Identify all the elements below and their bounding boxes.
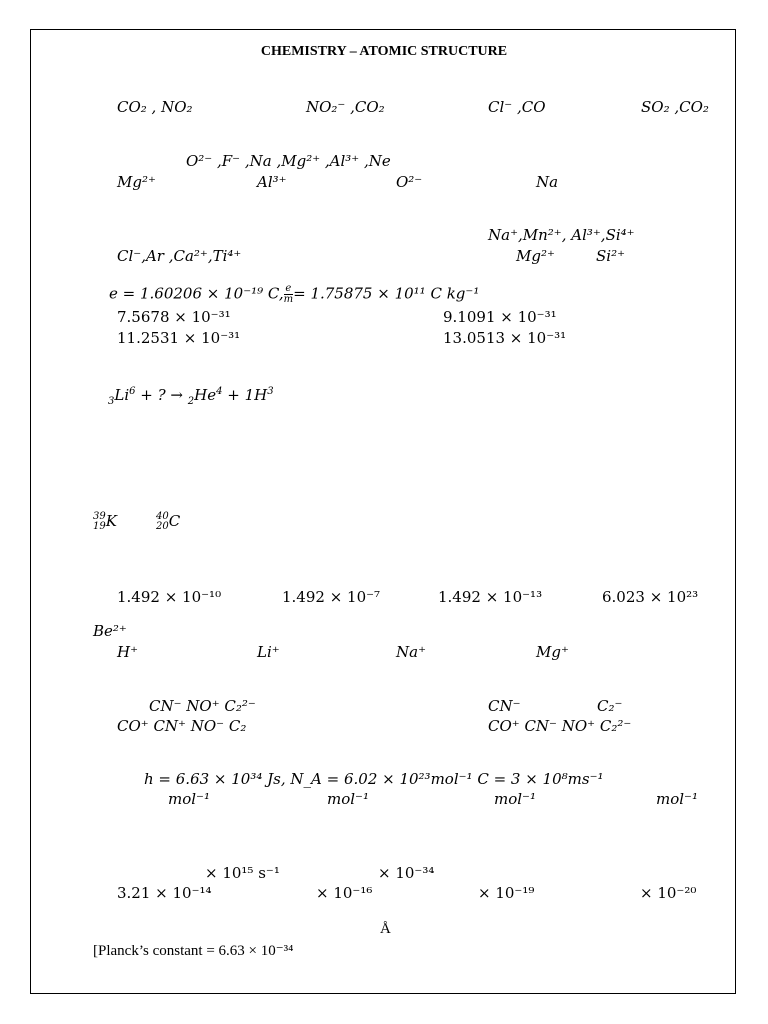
planck-constant-note: [Planck’s constant = 6.63 × 10⁻³⁴ — [93, 943, 294, 959]
option-b-text: 9.1091 × 10⁻³¹ — [443, 308, 557, 326]
mass-number: 39 — [93, 511, 106, 522]
unit-label: mol⁻¹ — [168, 790, 210, 808]
option-b-text: 1.492 × 10⁻⁷ — [282, 588, 381, 606]
option-b-text: Li⁺ — [257, 643, 280, 661]
frequency-value: × 10¹⁵ s⁻¹ — [205, 864, 280, 882]
helium-symbol: He — [194, 386, 217, 404]
nuclear-reaction — [108, 386, 274, 407]
beryllium-ion: Be²⁺ — [93, 622, 127, 640]
option-c-text: Cl⁻ ,CO — [488, 98, 546, 116]
exponent-value: × 10⁻³⁴ — [378, 864, 435, 882]
option-d-text: 13.0513 × 10⁻³¹ — [443, 329, 567, 347]
option-c-text: 1.492 × 10⁻¹³ — [438, 588, 543, 606]
option-c-text: Na⁺ — [396, 643, 426, 661]
option-d-text: 6.023 × 10²³ — [602, 588, 699, 606]
option-b-text: Al³⁺ — [257, 173, 287, 191]
option-a-text: Cl⁻,Ar ,Ca²⁺,Ti⁴⁺ — [117, 247, 242, 265]
option-a-text: 7.5678 × 10⁻³¹ — [117, 308, 231, 326]
option-a-text: 3.21 × 10⁻¹⁴ — [117, 884, 212, 902]
species-item: CN⁻ — [488, 697, 521, 715]
angstrom-symbol: Å — [380, 921, 391, 937]
calcium-numbers — [156, 512, 169, 532]
charge-mass-ratio-text: = 1.75875 × 10¹¹ C kg⁻¹ — [293, 284, 480, 303]
option-b-text: NO₂⁻ ,CO₂ — [306, 98, 385, 116]
option-a-text: H⁺ — [117, 643, 138, 661]
option-d-text: SO₂ ,CO₂ — [641, 98, 709, 116]
mass-number: 40 — [156, 511, 169, 522]
unit-label: mol⁻¹ — [327, 790, 369, 808]
page-title: CHEMISTRY – ATOMIC STRUCTURE — [260, 44, 508, 59]
tritium-mass-number: 3 — [267, 386, 274, 397]
electron-charge-text: e = 1.60206 × 10⁻¹⁹ C, — [109, 284, 284, 303]
electron-charge-equation — [109, 284, 479, 305]
species-item: C₂⁻ — [597, 697, 623, 715]
lithium-atomic-number: 3 — [108, 396, 115, 407]
helium-atomic-number: 2 — [187, 396, 195, 407]
atomic-number: 19 — [93, 521, 106, 532]
option-d-text: Mg⁺ — [536, 643, 569, 661]
option-c-text: Si²⁺ — [596, 247, 626, 265]
option-a-text: 1.492 × 10⁻¹⁰ — [117, 588, 222, 606]
ion-series: Na⁺,Mn²⁺, Al³⁺,Si⁴⁺ — [488, 226, 635, 244]
helium-mass-number: 4 — [216, 386, 223, 397]
option-b-text: × 10⁻¹⁶ — [316, 884, 373, 902]
option-b-text: Mg²⁺ — [516, 247, 555, 265]
option-a-text: CO₂ , NO₂ — [117, 98, 193, 116]
e-over-m-fraction — [284, 284, 293, 305]
unit-label: mol⁻¹ — [494, 790, 536, 808]
option-d-text: Na — [536, 173, 559, 191]
species-list: CO⁺ CN⁻ NO⁺ C₂²⁻ — [488, 717, 632, 735]
fraction-numerator: e — [285, 283, 292, 294]
reaction-arrow: + ? → — [135, 386, 188, 404]
option-d-text: × 10⁻²⁰ — [640, 884, 697, 902]
option-c-text: O²⁻ — [396, 173, 423, 191]
tritium-symbol: + 1H — [222, 386, 268, 404]
ion-series: O²⁻ ,F⁻ ,Na ,Mg²⁺ ,Al³⁺ ,Ne — [186, 152, 391, 170]
atomic-number: 20 — [156, 521, 169, 532]
potassium-numbers — [93, 512, 106, 532]
fraction-denominator: m — [283, 294, 294, 305]
species-list: CO⁺ CN⁺ NO⁻ C₂ — [117, 717, 247, 735]
species-list: CN⁻ NO⁺ C₂²⁻ — [149, 697, 256, 715]
element-symbol: K — [105, 512, 117, 530]
option-c-text: 11.2531 × 10⁻³¹ — [117, 329, 241, 347]
potassium-isotope — [93, 512, 117, 532]
lithium-mass-number: 6 — [129, 386, 136, 397]
calcium-isotope — [156, 512, 180, 532]
lithium-symbol: Li — [114, 386, 130, 404]
constants-equation: h = 6.63 × 10³⁴ Js, N_A = 6.02 × 10²³mol⁻¹ C = 3 × 10⁸ms⁻¹ — [144, 770, 604, 788]
option-c-text: × 10⁻¹⁹ — [478, 884, 535, 902]
unit-label: mol⁻¹ — [656, 790, 698, 808]
option-a-text: Mg²⁺ — [117, 173, 156, 191]
element-symbol: C — [168, 512, 181, 530]
